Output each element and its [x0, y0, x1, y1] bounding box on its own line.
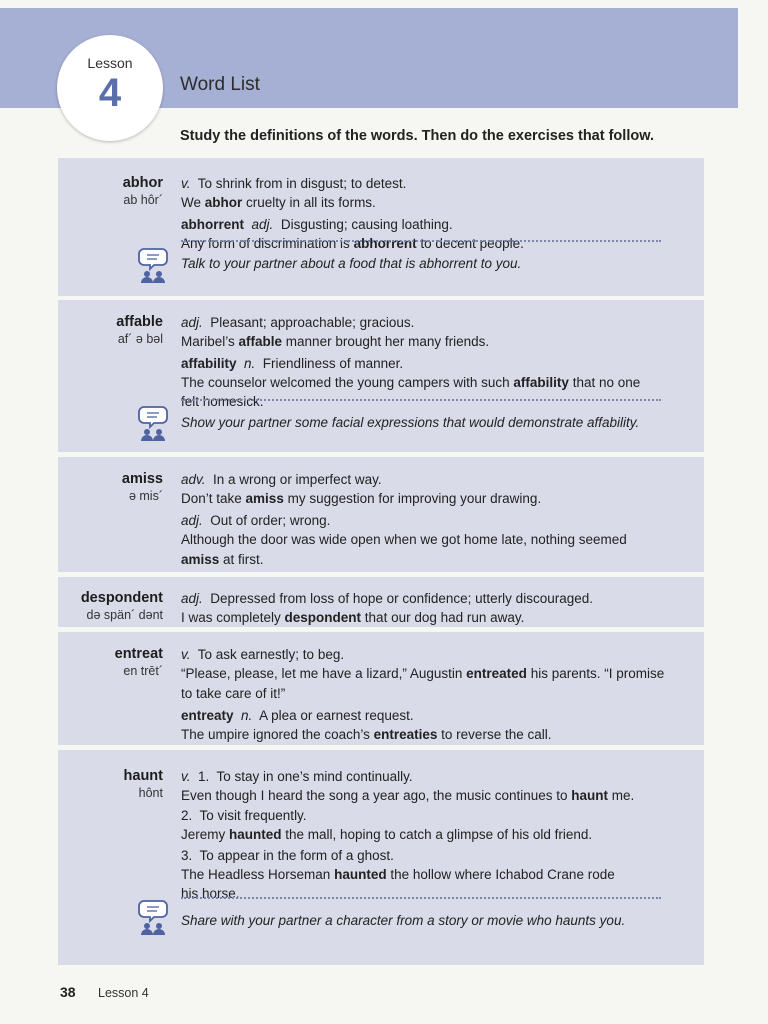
entry-word: abhor [122, 175, 163, 191]
vocab-word: entreaties [373, 727, 438, 742]
vocab-word: entreaty [181, 708, 234, 723]
part-of-speech: v. [181, 769, 191, 784]
text-run [244, 217, 252, 232]
entry-line [181, 532, 627, 547]
text-run: Depressed from loss of hope or confidence; utterly discouraged. [202, 591, 593, 606]
part-of-speech: adj. [181, 513, 203, 528]
entry-line [181, 236, 524, 251]
text-run: the mall, hoping to catch a glimpse of his old friend. [281, 827, 593, 842]
entry-line [181, 491, 541, 506]
page-number: 38 [60, 984, 76, 1000]
entry-pronunciation: ə mis´ [128, 489, 163, 503]
entry-line [181, 513, 330, 528]
entry-line [181, 375, 640, 390]
entry-line [181, 394, 264, 409]
vocab-word: haunted [229, 827, 282, 842]
entry-line [181, 552, 264, 567]
part-of-speech: adj. [181, 591, 203, 606]
vocab-word: amiss [245, 491, 284, 506]
entry-line [181, 647, 344, 662]
partner-prompt: Talk to your partner about a food that is abhorrent to you. [181, 256, 522, 271]
lesson-badge [57, 35, 163, 141]
vocab-word: affability [181, 356, 237, 371]
text-run: cruelty in all its forms. [242, 195, 376, 210]
entry-pronunciation: en trēt´ [123, 664, 163, 678]
part-of-speech: v. [181, 647, 191, 662]
text-run: 2. To visit frequently. [181, 808, 307, 823]
text-run: Friendliness of manner. [255, 356, 404, 371]
entry-line [181, 827, 592, 842]
text-run: The Headless Horseman [181, 867, 335, 882]
text-run [237, 356, 245, 371]
text-run: Maribel’s [181, 334, 239, 349]
entry-word: entreat [114, 646, 163, 662]
footer-lesson-label: Lesson 4 [98, 986, 149, 1000]
partner-prompt: Share with your partner a character from a story or movie who haunts you. [181, 913, 626, 928]
entry-pronunciation: hônt [138, 786, 163, 800]
word-entry-affable [58, 300, 704, 452]
vocab-word: abhor [204, 195, 243, 210]
entry-word: despondent [80, 590, 163, 606]
text-run: Out of order; wrong. [202, 513, 331, 528]
part-of-speech: adj. [251, 217, 274, 232]
word-entry-entreat [58, 632, 704, 745]
text-run: his horse. [181, 886, 240, 901]
vocab-word: entreated [466, 666, 527, 681]
entry-line [181, 848, 394, 863]
text-run [234, 708, 242, 723]
text-run: To shrink from in disgust; to detest. [190, 176, 407, 191]
entry-pronunciation: ab hôr´ [123, 193, 163, 207]
text-run: Don’t take [181, 491, 246, 506]
entry-line [181, 176, 406, 191]
part-of-speech: adj. [181, 315, 203, 330]
vocab-word: amiss [181, 552, 220, 567]
vocab-word: abhorrent [353, 236, 417, 251]
entry-line [181, 472, 382, 487]
vocab-word: haunted [334, 867, 387, 882]
entry-word: affable [116, 314, 163, 330]
text-run: The umpire ignored the coach’s [181, 727, 374, 742]
entry-line [181, 727, 551, 742]
part-of-speech: adv. [181, 472, 206, 487]
text-run: to take care of it!” [181, 686, 286, 701]
vocab-word: despondent [284, 610, 362, 625]
dotted-divider [181, 399, 661, 401]
dotted-divider [181, 240, 661, 242]
entry-line [181, 591, 593, 606]
lesson-number: 4 [98, 71, 122, 115]
partner-icon-wrapper [138, 404, 168, 442]
text-run: Although the door was wide open when we got home late, nothing seemed [181, 532, 627, 547]
word-entry-haunt [58, 750, 704, 965]
entry-line [181, 666, 664, 681]
text-run: the hollow where Ichabod Crane rode [386, 867, 615, 882]
page-title: Word List [180, 74, 260, 95]
text-run: his parents. “I promise [526, 666, 665, 681]
text-run: Disgusting; causing loathing. [273, 217, 453, 232]
vocab-word: haunt [571, 788, 609, 803]
text-run: Any form of discrimination is [181, 236, 354, 251]
text-run: me. [608, 788, 635, 803]
partner-icon-wrapper [138, 246, 168, 284]
entry-pronunciation: af´ ə bəl [117, 332, 163, 346]
vocab-word: affable [238, 334, 283, 349]
part-of-speech: v. [181, 176, 191, 191]
text-run: I was completely [181, 610, 285, 625]
part-of-speech: n. [244, 356, 256, 371]
text-run: Jeremy [181, 827, 230, 842]
dotted-divider [181, 897, 661, 899]
word-entry-despondent [58, 577, 704, 627]
entry-line [181, 808, 307, 823]
entry-line [181, 217, 453, 232]
text-run: “Please, please, let me have a lizard,” Augustin [181, 666, 467, 681]
talking-partners-icon [138, 404, 168, 442]
entry-line [181, 769, 413, 784]
entry-pronunciation: də spän´ dənt [86, 608, 163, 622]
instructions: Study the definitions of the words. Then do the exercises that follow. [180, 128, 654, 144]
text-run: To ask earnestly; to beg. [190, 647, 345, 662]
vocab-word: affability [513, 375, 569, 390]
word-entry-abhor [58, 158, 704, 296]
text-run: to decent people. [416, 236, 524, 251]
entry-line [181, 356, 403, 371]
entry-line [181, 788, 634, 803]
vocab-word: abhorrent [181, 217, 245, 232]
talking-partners-icon [138, 246, 168, 284]
entry-line [181, 867, 615, 882]
partner-prompt: Show your partner some facial expressions that would demonstrate affability. [181, 415, 640, 430]
text-run: 1. To stay in one’s mind continually. [190, 769, 413, 784]
text-run: manner brought her many friends. [282, 334, 490, 349]
word-entry-amiss [58, 457, 704, 572]
text-run: at first. [219, 552, 264, 567]
entry-line [181, 315, 414, 330]
entry-word: amiss [121, 471, 163, 487]
part-of-speech: n. [241, 708, 253, 723]
talking-partners-icon [138, 898, 168, 936]
text-run: to reverse the call. [437, 727, 552, 742]
entry-word: haunt [123, 768, 163, 784]
entry-line [181, 334, 489, 349]
entry-line [181, 686, 285, 701]
text-run: felt homesick. [181, 394, 264, 409]
partner-icon-wrapper [138, 898, 168, 936]
text-run: Even though I heard the song a year ago, the music continues to [181, 788, 572, 803]
entry-line [181, 610, 524, 625]
entry-line [181, 195, 376, 210]
text-run: 3. To appear in the form of a ghost. [181, 848, 394, 863]
text-run: that no one [568, 375, 641, 390]
text-run: In a wrong or imperfect way. [205, 472, 382, 487]
entry-line [181, 708, 414, 723]
lesson-label: Lesson [87, 55, 133, 71]
text-run: The counselor welcomed the young campers with such [181, 375, 514, 390]
text-run: A plea or earnest request. [252, 708, 414, 723]
text-run: We [181, 195, 205, 210]
text-run: Pleasant; approachable; gracious. [202, 315, 415, 330]
text-run: my suggestion for improving your drawing. [283, 491, 542, 506]
text-run: that our dog had run away. [361, 610, 525, 625]
